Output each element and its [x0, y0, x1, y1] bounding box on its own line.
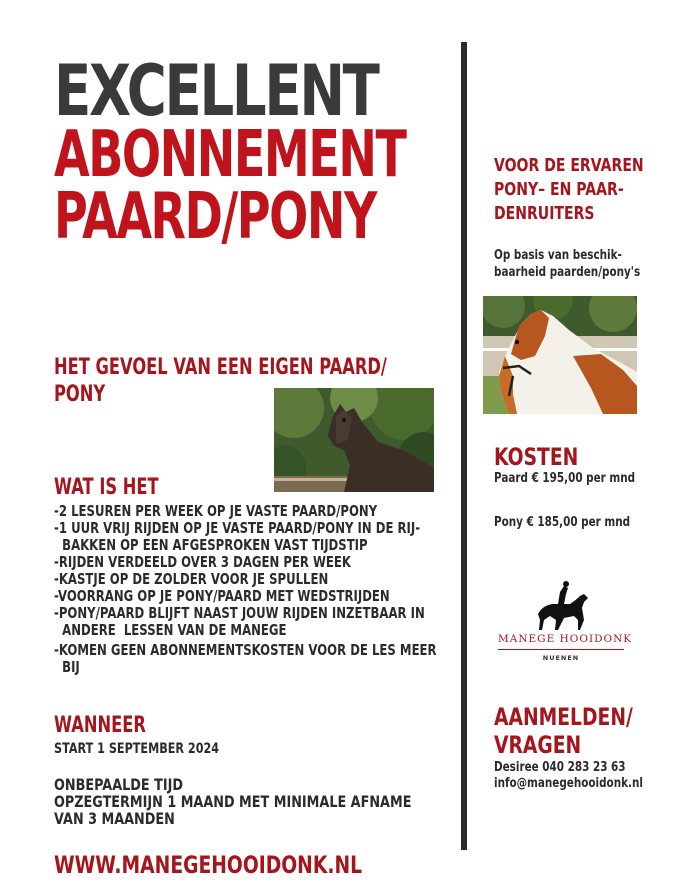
what-item-2-cont: BAKKEN OP EEN AFGESPROKEN VAST TIJDSTIP — [54, 536, 368, 554]
logo-location: NUENEN — [542, 654, 580, 662]
price-pony: Pony € 185,00 per mnd — [494, 515, 631, 530]
notice-line: OPZEGTERMIJN 1 MAAND MET MINIMALE AFNAME — [54, 792, 412, 811]
what-item-2: -1 UUR VRIJ RIJDEN OP JE VASTE PAARD/PONY IN DE RIJ- — [54, 519, 421, 537]
logo-name: MANEGE HOOIDONK — [498, 633, 633, 645]
contact-phone: Desiree 040 283 23 63 — [494, 760, 626, 775]
logo-divider — [498, 649, 624, 650]
costs-heading: KOSTEN — [494, 443, 579, 471]
column-divider — [461, 42, 467, 850]
what-item-5: -VOORRANG OP JE PONY/PAARD MET WEDSTRIJDEN — [54, 587, 390, 605]
contact-email[interactable]: info@manegehooidonk.nl — [494, 776, 643, 791]
when-heading: WANNEER — [54, 713, 146, 738]
feeling-heading-line1: HET GEVOEL VAN EEN EIGEN PAARD/ — [54, 355, 387, 380]
availability-line2: baarheid paarden/pony's — [494, 265, 641, 280]
notice-line-cont: VAN 3 MAANDEN — [54, 809, 175, 828]
what-item-1: -2 LESUREN PER WEEK OP JE VASTE PAARD/PONY — [54, 502, 378, 520]
website-link[interactable]: WWW.MANEGEHOOIDONK.NL — [54, 851, 363, 879]
target-heading-line1: VOOR DE ERVAREN — [494, 155, 644, 176]
signup-heading-line1: AANMELDEN/ — [494, 703, 633, 731]
feeling-heading-line2: PONY — [54, 382, 106, 407]
what-item-4: -KASTJE OP DE ZOLDER VOOR JE SPULLEN — [54, 570, 329, 588]
what-item-3: -RIJDEN VERDEELD OVER 3 DAGEN PER WEEK — [54, 553, 351, 571]
title-excellent: EXCELLENT — [54, 50, 378, 132]
what-item-7: -KOMEN GEEN ABONNEMENTSKOSTEN VOOR DE LES MEER — [54, 641, 437, 659]
what-heading: WAT IS HET — [54, 475, 159, 500]
price-horse: Paard € 195,00 per mnd — [494, 471, 636, 486]
title-abonnement: ABONNEMENT — [54, 118, 406, 192]
what-item-7-cont: BIJ — [54, 658, 80, 676]
title-paard-pony: PAARD/PONY — [54, 180, 376, 254]
manege-logo — [498, 580, 633, 664]
duration-line: ONBEPAALDE TIJD — [54, 775, 183, 794]
what-item-6: -PONY/PAARD BLIJFT NAAST JOUW RIJDEN INZETBAAR IN — [54, 604, 425, 622]
dark-horse-photo — [274, 388, 434, 492]
target-heading-line3: DENRUITERS — [494, 203, 595, 224]
target-heading-line2: PONY– EN PAAR- — [494, 179, 624, 200]
availability-line1: Op basis van beschik- — [494, 248, 622, 263]
start-date: START 1 SEPTEMBER 2024 — [54, 741, 220, 757]
signup-heading-line2: VRAGEN — [494, 731, 582, 759]
paint-horse-photo — [483, 296, 637, 414]
what-item-6-cont: ANDERE LESSEN VAN DE MANEGE — [54, 621, 287, 639]
